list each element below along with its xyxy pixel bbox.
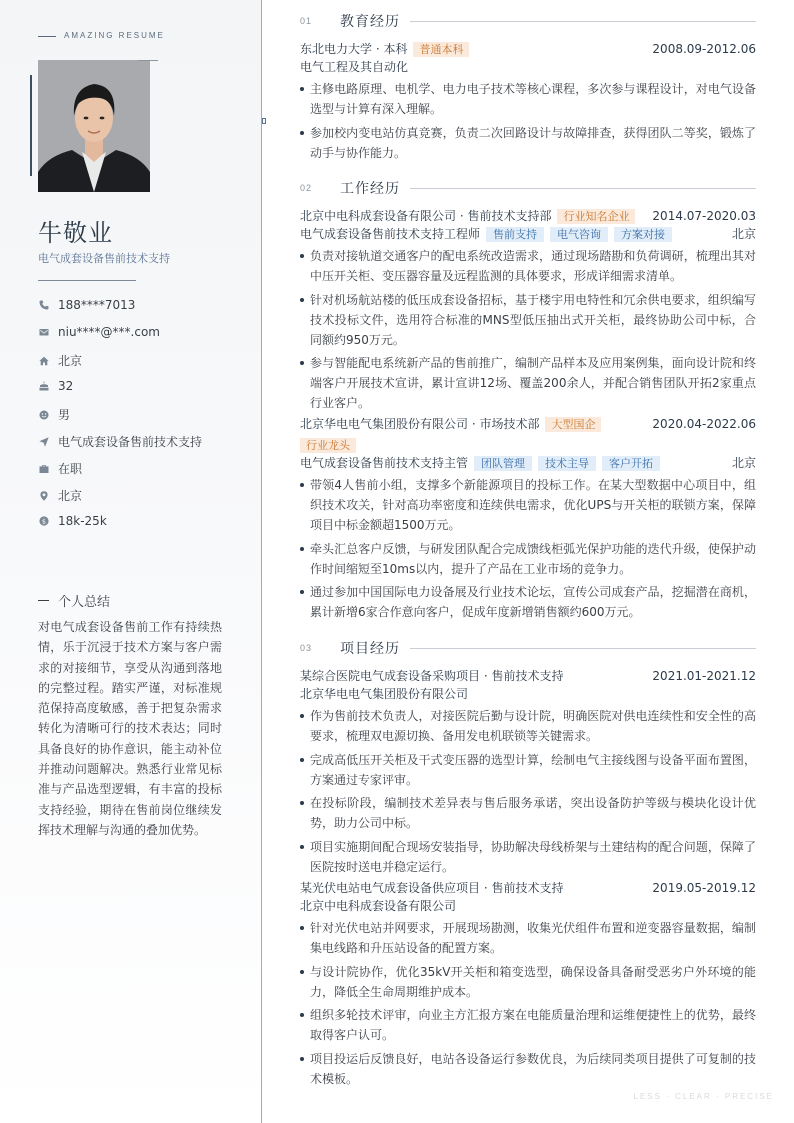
- project-bullets: [300, 706, 756, 877]
- gender-value: 男: [58, 408, 71, 422]
- skill-tag: 客户开拓: [602, 456, 660, 471]
- profile-title: 电气成套设备售前技术支持: [38, 252, 170, 265]
- home-value: 北京: [58, 354, 83, 368]
- summary-heading: [38, 591, 110, 610]
- work-city: 北京: [731, 456, 756, 470]
- project-company: 北京华电电气集团股份有限公司: [300, 687, 469, 701]
- list-item: 牵头汇总客户反馈，与研发团队配合完成馈线柜弧光保护功能的迭代升级，使保护动作时间缩短至10ms以内，提升了产品在工业市场的竞争力。: [300, 539, 756, 579]
- send-icon: [38, 436, 50, 448]
- summary-text: 对电气成套设备售前工作有持续热情，乐于沉浸于技术方案与客户需求的对接细节，享受从沟通到落地的完整过程。踏实严谨，对标准规范保持高度敏感，善于把复杂需求转化为清晰可行的技术表达；同时具备良好的协作意识，能主动补位并推动问题解决。熟悉行业常见标准与产品选型逻辑，有丰富的投标支持经验，期待在售前岗位继续发挥技术理解与沟通的叠加优势。: [38, 620, 222, 837]
- avatar: [38, 60, 150, 192]
- age-value: 32: [58, 379, 74, 393]
- section-work: [300, 178, 756, 198]
- info-location: [38, 487, 82, 504]
- education-entry: [300, 40, 756, 166]
- work-header: [300, 207, 756, 225]
- portrait-image: [38, 60, 150, 192]
- salary-value: 18k-25k: [58, 514, 107, 528]
- skill-tag: 方案对接: [614, 227, 672, 242]
- timeline-marker: [262, 118, 266, 124]
- footer-watermark: LESS · CLEAR · PRECISE: [633, 1092, 774, 1101]
- salary-icon: [38, 515, 50, 527]
- list-item: 在投标阶段，编制技术差异表与售后服务承诺，突出设备防护等级与模块化设计优势，助力公司中标。: [300, 793, 756, 833]
- summary-title-text: 个人总结: [58, 595, 111, 610]
- svg-text:$: $: [41, 517, 47, 526]
- list-item: 负责对接轨道交通客户的配电系统改造需求，通过现场踏勘和负荷调研，梳理出其对中压开关柜、变压器容量及远程监测的具体要求，形成详细需求清单。: [300, 246, 756, 286]
- list-item: 完成高低压开关柜及干式变压器的选型计算，绘制电气主接线图与设备平面布置图，方案通过专家评审。: [300, 750, 756, 790]
- section-title: 项目经历: [340, 641, 400, 657]
- mail-icon: [38, 326, 50, 338]
- work-date: 2014.07-2020.03: [652, 209, 756, 223]
- info-phone: [38, 298, 135, 312]
- list-item: 主修电路原理、电机学、电力电子技术等核心课程，多次参与课程设计，对电气设备选型与计算有深入理解。: [300, 79, 756, 119]
- info-target: [38, 433, 202, 450]
- role-name: 电气成套设备售前技术支持工程师: [300, 227, 481, 241]
- work-header: [300, 415, 756, 433]
- list-item: 项目投运后反馈良好，电站各设备运行参数优良，为后续同类项目提供了可复制的技术模板。: [300, 1049, 756, 1089]
- cake-icon: [38, 380, 50, 392]
- education-date: 2008.09-2012.06: [652, 42, 756, 56]
- info-email: [38, 325, 160, 339]
- info-status: [38, 460, 82, 477]
- work-entry-2: [300, 415, 756, 626]
- company-tag: 大型国企: [545, 417, 601, 432]
- project-header: [300, 667, 756, 685]
- work-date: 2020.04-2022.06: [652, 417, 756, 431]
- home-icon: [38, 355, 50, 367]
- briefcase-icon: [38, 463, 50, 475]
- school-tag: 普通本科: [413, 42, 469, 57]
- project-company-row: [300, 897, 756, 915]
- list-item: 针对光伏电站并网要求，开展现场勘测，收集光伏组件布置和逆变器容量数据，编制集电线路和升压站设备的配置方案。: [300, 918, 756, 958]
- education-major-row: [300, 58, 756, 76]
- section-rule: [410, 21, 756, 22]
- work-bullets: [300, 475, 756, 622]
- location-icon: [38, 490, 50, 502]
- work-bullets: [300, 246, 756, 413]
- section-projects: [300, 638, 756, 658]
- info-salary: [38, 514, 107, 528]
- section-number: 03: [300, 643, 313, 653]
- phone-icon: [38, 299, 50, 311]
- skill-tag: 团队管理: [474, 456, 532, 471]
- section-number: 01: [300, 16, 313, 26]
- photo-accent-bar: [30, 75, 32, 176]
- project-date: 2021.01-2021.12: [652, 669, 756, 683]
- phone-value: 188****7013: [58, 298, 136, 312]
- project-name: 某综合医院电气成套设备采购项目 · 售前技术支持: [300, 669, 564, 683]
- company-tag: 行业知名企业: [557, 209, 635, 224]
- summary-dash: [38, 600, 49, 601]
- info-gender: [38, 406, 70, 423]
- project-date: 2019.05-2019.12: [652, 881, 756, 895]
- work-tag-row: [300, 436, 756, 454]
- project-company: 北京中电科成套设备有限公司: [300, 899, 457, 913]
- list-item: 针对机场航站楼的低压成套设备招标，基于楼宇用电特性和冗余供电要求，组织编写技术投标文件，选用符合标准的MNS型低压抽出式开关柜，最终协助公司中标，合同额约950万元。: [300, 290, 756, 350]
- brand-divider: [38, 36, 56, 37]
- section-number: 02: [300, 183, 313, 193]
- list-item: 带领4人售前小组，支撑多个新能源项目的投标工作。在某大型数据中心项目中，组织技术攻关，针对高功率密度和连续供电需求，优化UPS与开关柜的联锁方案，保障项目中标金额超1500万元。: [300, 475, 756, 535]
- section-rule: [410, 648, 756, 649]
- project-entry-2: [300, 879, 756, 1092]
- skill-tag: 电气咨询: [550, 227, 608, 242]
- major: 电气工程及其自动化: [300, 60, 409, 74]
- project-header: [300, 879, 756, 897]
- list-item: 参加校内变电站仿真竞赛，负责二次回路设计与故障排查，获得团队二等奖，锻炼了动手与协作能力。: [300, 123, 756, 163]
- work-city: 北京: [731, 227, 756, 241]
- brand-label: AMAZING RESUME: [64, 31, 165, 40]
- skill-tag: 售前支持: [486, 227, 544, 242]
- section-title: 教育经历: [340, 14, 400, 30]
- info-home: [38, 352, 82, 369]
- email-value: niu****@***.com: [58, 325, 160, 339]
- list-item: 作为售前技术负责人，对接医院后勤与设计院，明确医院对供电连续性和安全性的高要求，梳理双电源切换、备用发电机联锁等关键需求。: [300, 706, 756, 746]
- school-name: 东北电力大学 · 本科: [300, 42, 408, 56]
- company-tag: 行业龙头: [300, 438, 356, 453]
- list-item: 项目实施期间配合现场安装指导，协助解决母线桥架与土建结构的配合问题，保障了医院按时送电并稳定运行。: [300, 837, 756, 877]
- list-item: 与设计院协作，优化35kV开关柜和箱变选型，确保设备具备耐受恶劣户外环境的能力，降低全生命周期维护成本。: [300, 962, 756, 1002]
- target-value: 电气成套设备售前技术支持: [58, 435, 203, 449]
- project-name: 某光伏电站电气成套设备供应项目 · 售前技术支持: [300, 881, 564, 895]
- work-entry-1: [300, 207, 756, 417]
- list-item: 通过参加中国国际电力设备展及行业技术论坛，宣传公司成套产品，挖掘潜在商机，累计新增6家合作意向客户，促成年度新增销售额约600万元。: [300, 582, 756, 622]
- location-value: 北京: [58, 489, 83, 503]
- role-name: 电气成套设备售前技术支持主管: [300, 456, 469, 470]
- info-age: [38, 379, 73, 393]
- list-item: 组织多轮技术评审，向业主方汇报方案在电能质量治理和运维便捷性上的优势，最终取得客户认可。: [300, 1005, 756, 1045]
- company-name: 北京中电科成套设备有限公司 · 售前技术支持部: [300, 209, 552, 223]
- company-name: 北京华电电气集团股份有限公司 · 市场技术部: [300, 417, 540, 431]
- education-header: [300, 40, 756, 58]
- profile-name: 牛敬业: [38, 219, 113, 247]
- list-item: 参与智能配电系统新产品的售前推广，编制产品样本及应用案例集，面向设计院和终端客户开展技术宣讲，累计宣讲12场、覆盖200余人，并配合销售团队开拓2家重点行业客户。: [300, 353, 756, 413]
- education-bullets: [300, 79, 756, 163]
- project-entry-1: [300, 667, 756, 880]
- sidebar: [0, 0, 262, 1123]
- photo-corner-line: [138, 60, 158, 61]
- smile-icon: [38, 409, 50, 421]
- skill-tag: 技术主导: [538, 456, 596, 471]
- section-education: [300, 11, 756, 31]
- status-value: 在职: [58, 462, 83, 476]
- section-title: 工作经历: [340, 181, 400, 197]
- work-role-row: [300, 225, 756, 243]
- work-role-row: [300, 454, 756, 472]
- project-bullets: [300, 918, 756, 1089]
- section-rule: [410, 188, 756, 189]
- project-company-row: [300, 685, 756, 703]
- name-divider: [38, 280, 136, 281]
